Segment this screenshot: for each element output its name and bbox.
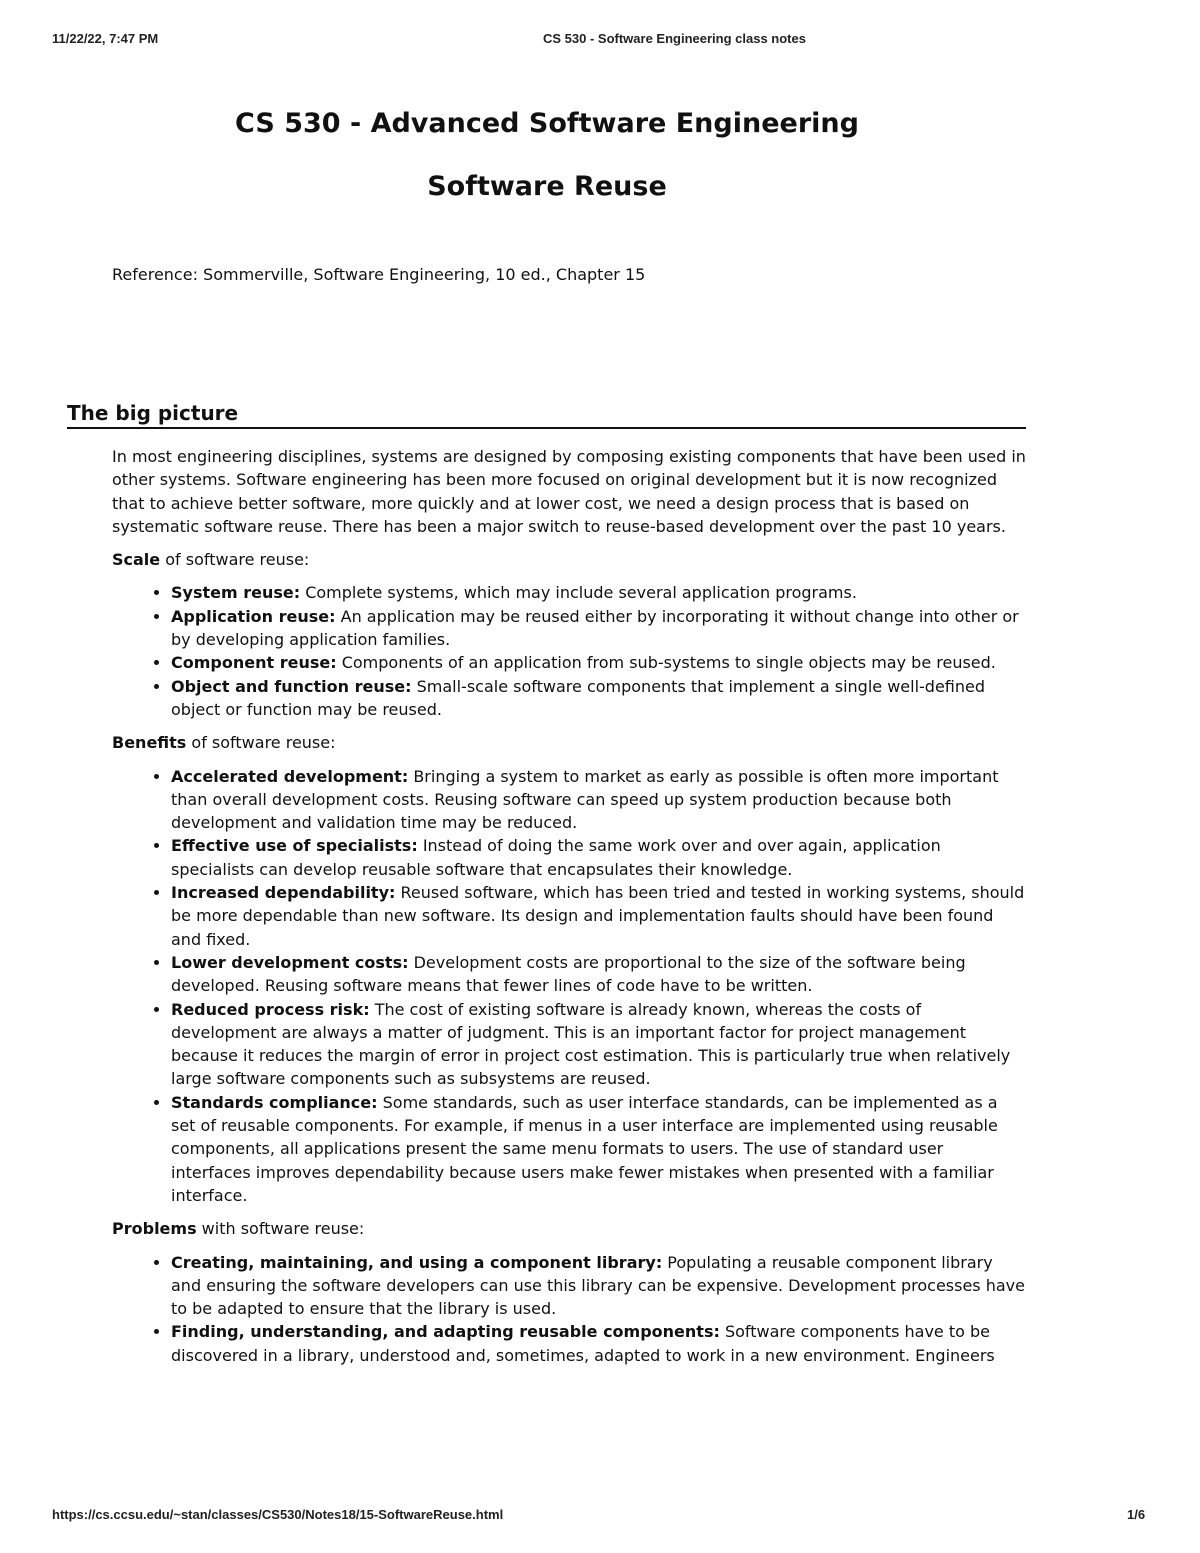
page-title: CS 530 - Advanced Software Engineering <box>235 108 859 139</box>
scale-lead-text: of software reuse: <box>160 550 310 570</box>
reference-line: Reference: Sommerville, Software Engineering, 10 ed., Chapter 15 <box>112 265 646 284</box>
list-item <box>171 675 1026 722</box>
list-item-text: Reused software, which has been tried and tested in working systems, should be more dependable than new software. Its design and implementation faults should have been found and fixed. <box>171 883 1025 949</box>
list-item-text: Development costs are proportional to the size of the software being developed. Reusing software means that fewer lines of code have to be written. <box>171 952 966 996</box>
benefits-lead-text: of software reuse: <box>186 733 336 753</box>
list-item <box>171 1251 1026 1321</box>
list-item <box>171 998 1026 1091</box>
list-item-term: Lower development costs: <box>171 952 409 972</box>
list-item-text: Bringing a system to market as early as possible is often more important than overall development costs. Reusing software can speed up system production because both development and validation time may be reduced. <box>171 766 999 833</box>
page-subtitle: Software Reuse <box>427 171 667 202</box>
scale-lead-bold: Scale <box>112 550 161 570</box>
list-item-term: Finding, understanding, and adapting reusable components: <box>171 1322 720 1342</box>
list-item <box>171 834 1026 881</box>
list-item <box>171 605 1026 652</box>
list-item <box>171 651 1026 674</box>
list-item <box>171 1091 1026 1207</box>
section-heading-text: The big picture <box>67 401 239 425</box>
section-content <box>112 445 1026 1377</box>
print-header-datetime: 11/22/22, 7:47 PM <box>52 31 159 46</box>
list-item <box>171 581 1026 604</box>
benefits-lead <box>112 731 1026 754</box>
list-item <box>171 951 1026 998</box>
list-item-text: The cost of existing software is already known, whereas the costs of development are always a matter of judgment. This is an important factor for project management because it reduces the margin of error in project cost estimation. This is particularly true when relatively large software components such as subsystems are reused. <box>171 999 1011 1089</box>
list-item-term: Standards compliance: <box>171 1092 378 1112</box>
list-item <box>171 765 1026 835</box>
list-item-term: Component reuse: <box>171 653 337 673</box>
list-item-term: Object and function reuse: <box>171 676 412 696</box>
list-item-text: Some standards, such as user interface standards, can be implemented as a set of reusable components. For example, if menus in a user interface are implemented using reusable components, all applications present the same menu formats to users. The use of standard user interfaces improves dependability because users make fewer mistakes when presented with a familiar interface. <box>171 1092 998 1205</box>
list-item <box>171 881 1026 951</box>
list-item-term: Effective use of specialists: <box>171 836 418 856</box>
scale-list <box>112 581 1026 721</box>
list-item-text: Components of an application from sub-systems to single objects may be reused. <box>336 653 996 673</box>
section-heading <box>67 401 1026 429</box>
list-item-term: System reuse: <box>171 583 301 603</box>
list-item-term: Creating, maintaining, and using a component library: <box>171 1252 663 1272</box>
intro-paragraph: In most engineering disciplines, systems are designed by composing existing components that have been used in other systems. Software engineering has been more focused on original development but it is now recognized that to achieve better software, more quickly and at lower cost, we need a design process that is based on systematic software reuse. There has been a major switch to reuse-based development over the past 10 years. <box>112 447 1026 536</box>
scale-lead <box>112 548 1026 571</box>
list-item-term: Increased dependability: <box>171 883 396 903</box>
list-item-text: Software components have to be discovered in a library, understood and, sometimes, adapted to work in a new environment. Engineers <box>171 1322 995 1365</box>
print-footer-url: https://cs.ccsu.edu/~stan/classes/CS530/Notes18/15-SoftwareReuse.html <box>52 1507 504 1522</box>
print-footer-page-number: 1/6 <box>1127 1507 1146 1522</box>
list-item-text: Small-scale software components that implement a single well-defined object or function may be reused. <box>171 676 986 719</box>
list-item-text: Complete systems, which may include several application programs. <box>300 583 857 603</box>
problems-lead-bold: Problems <box>112 1219 197 1239</box>
list-item-term: Reduced process risk: <box>171 999 370 1019</box>
problems-lead <box>112 1217 1026 1240</box>
list-item-text: Populating a reusable component library and ensuring the software developers can use this library can be expensive. Development processes have to be adapted to ensure that the library is used. <box>171 1252 1025 1319</box>
list-item-term: Accelerated development: <box>171 766 409 786</box>
benefits-list <box>112 765 1026 1208</box>
list-item-text: An application may be reused either by incorporating it without change into other or by developing application families. <box>171 606 1019 650</box>
list-item-term: Application reuse: <box>171 606 336 626</box>
list-item-text: Instead of doing the same work over and over again, application specialists can develop reusable software that encapsulates their knowledge. <box>171 836 941 879</box>
print-header-title: CS 530 - Software Engineering class notes <box>543 31 806 46</box>
problems-list <box>112 1251 1026 1367</box>
benefits-lead-bold: Benefits <box>112 733 187 753</box>
problems-lead-text: with software reuse: <box>196 1219 365 1239</box>
list-item <box>171 1320 1026 1367</box>
